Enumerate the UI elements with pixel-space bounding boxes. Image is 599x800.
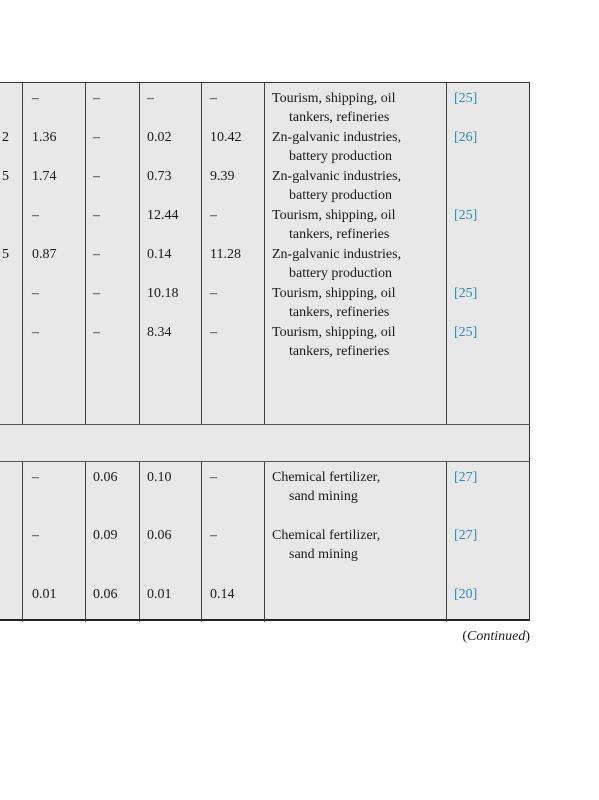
- table-cell: –: [93, 325, 100, 340]
- source-line: Tourism, shipping, oil: [272, 286, 396, 301]
- source-cell: [272, 323, 395, 361]
- table-cell: 0.14: [210, 587, 235, 602]
- source-cell: [272, 128, 401, 166]
- source-cell: [272, 89, 395, 127]
- reference-link[interactable]: [25]: [454, 91, 478, 106]
- table-cell: 0.01: [32, 587, 57, 602]
- source-line: battery production: [289, 149, 393, 164]
- table-cell: 2: [2, 130, 9, 145]
- table-cell: 1.36: [32, 130, 57, 145]
- section-separator-line: [0, 461, 530, 462]
- table-cell: 0.10: [147, 470, 172, 485]
- source-cell: [272, 245, 401, 283]
- table-cell: 5: [2, 247, 9, 262]
- column-divider: [264, 83, 265, 424]
- table-cell: 8.34: [147, 325, 172, 340]
- source-line: Tourism, shipping, oil: [272, 325, 396, 340]
- source-line: battery production: [289, 266, 393, 281]
- source-line: tankers, refineries: [289, 227, 390, 242]
- continued-note: (Continued): [462, 629, 530, 644]
- column-divider: [264, 461, 265, 622]
- column-divider: [446, 461, 447, 622]
- table-cell: –: [32, 470, 39, 485]
- source-line: Zn-galvanic industries,: [272, 169, 402, 184]
- table-cell: 0.14: [147, 247, 172, 262]
- section-separator-line: [0, 424, 530, 425]
- reference-link[interactable]: [26]: [454, 130, 478, 145]
- table-cell: –: [32, 91, 39, 106]
- table-cell: 0.06: [93, 470, 118, 485]
- source-line: Tourism, shipping, oil: [272, 208, 396, 223]
- table-cell: 0.87: [32, 247, 57, 262]
- source-cell: [272, 526, 380, 564]
- source-cell: [272, 167, 401, 205]
- reference-link[interactable]: [27]: [454, 528, 478, 543]
- table-cell: 0.73: [147, 169, 172, 184]
- source-line: Zn-galvanic industries,: [272, 130, 402, 145]
- table-cell: –: [210, 470, 217, 485]
- table-cell: 9.39: [210, 169, 235, 184]
- table-cell: –: [32, 325, 39, 340]
- source-line: sand mining: [289, 547, 358, 562]
- table-cell: 10.18: [147, 286, 179, 301]
- table-cell: –: [93, 91, 100, 106]
- table-cell: –: [210, 286, 217, 301]
- table-cell: –: [93, 208, 100, 223]
- table-cell: –: [93, 247, 100, 262]
- source-line: Chemical fertilizer,: [272, 470, 381, 485]
- column-divider: [139, 83, 140, 424]
- table-cell: 5: [2, 169, 9, 184]
- column-divider: [446, 83, 447, 424]
- source-cell: [272, 468, 380, 506]
- source-line: Zn-galvanic industries,: [272, 247, 402, 262]
- table-cell: –: [32, 208, 39, 223]
- source-line: tankers, refineries: [289, 344, 390, 359]
- reference-link[interactable]: [25]: [454, 208, 478, 223]
- column-divider: [22, 83, 23, 424]
- table-cell: 0.06: [93, 587, 118, 602]
- source-line: battery production: [289, 188, 393, 203]
- table-cell: –: [32, 286, 39, 301]
- source-cell: [272, 206, 395, 244]
- table-cell: 0.09: [93, 528, 118, 543]
- column-divider: [85, 83, 86, 424]
- reference-link[interactable]: [25]: [454, 286, 478, 301]
- source-line: tankers, refineries: [289, 305, 390, 320]
- column-divider: [201, 83, 202, 424]
- table-cell: –: [210, 528, 217, 543]
- table-cell: –: [210, 208, 217, 223]
- reference-link[interactable]: [20]: [454, 587, 478, 602]
- column-divider: [85, 461, 86, 622]
- column-divider: [201, 461, 202, 622]
- table-cell: 0.01: [147, 587, 172, 602]
- source-line: tankers, refineries: [289, 110, 390, 125]
- source-line: Tourism, shipping, oil: [272, 91, 396, 106]
- table-cell: 1.74: [32, 169, 57, 184]
- table-cell: 12.44: [147, 208, 179, 223]
- table-cell: 11.28: [210, 247, 241, 262]
- table-cell: –: [93, 169, 100, 184]
- table-cell: 0.06: [147, 528, 172, 543]
- reference-link[interactable]: [25]: [454, 325, 478, 340]
- table-cell: –: [210, 325, 217, 340]
- source-line: sand mining: [289, 489, 358, 504]
- column-divider: [139, 461, 140, 622]
- table-cell: –: [93, 130, 100, 145]
- table-cell: 0.02: [147, 130, 172, 145]
- source-line: Chemical fertilizer,: [272, 528, 381, 543]
- column-divider: [22, 461, 23, 622]
- table-cell: 10.42: [210, 130, 242, 145]
- data-table: [0, 82, 530, 621]
- reference-link[interactable]: [27]: [454, 470, 478, 485]
- source-cell: [272, 284, 395, 322]
- table-cell: –: [147, 91, 154, 106]
- table-cell: –: [210, 91, 217, 106]
- table-cell: –: [32, 528, 39, 543]
- table-cell: –: [93, 286, 100, 301]
